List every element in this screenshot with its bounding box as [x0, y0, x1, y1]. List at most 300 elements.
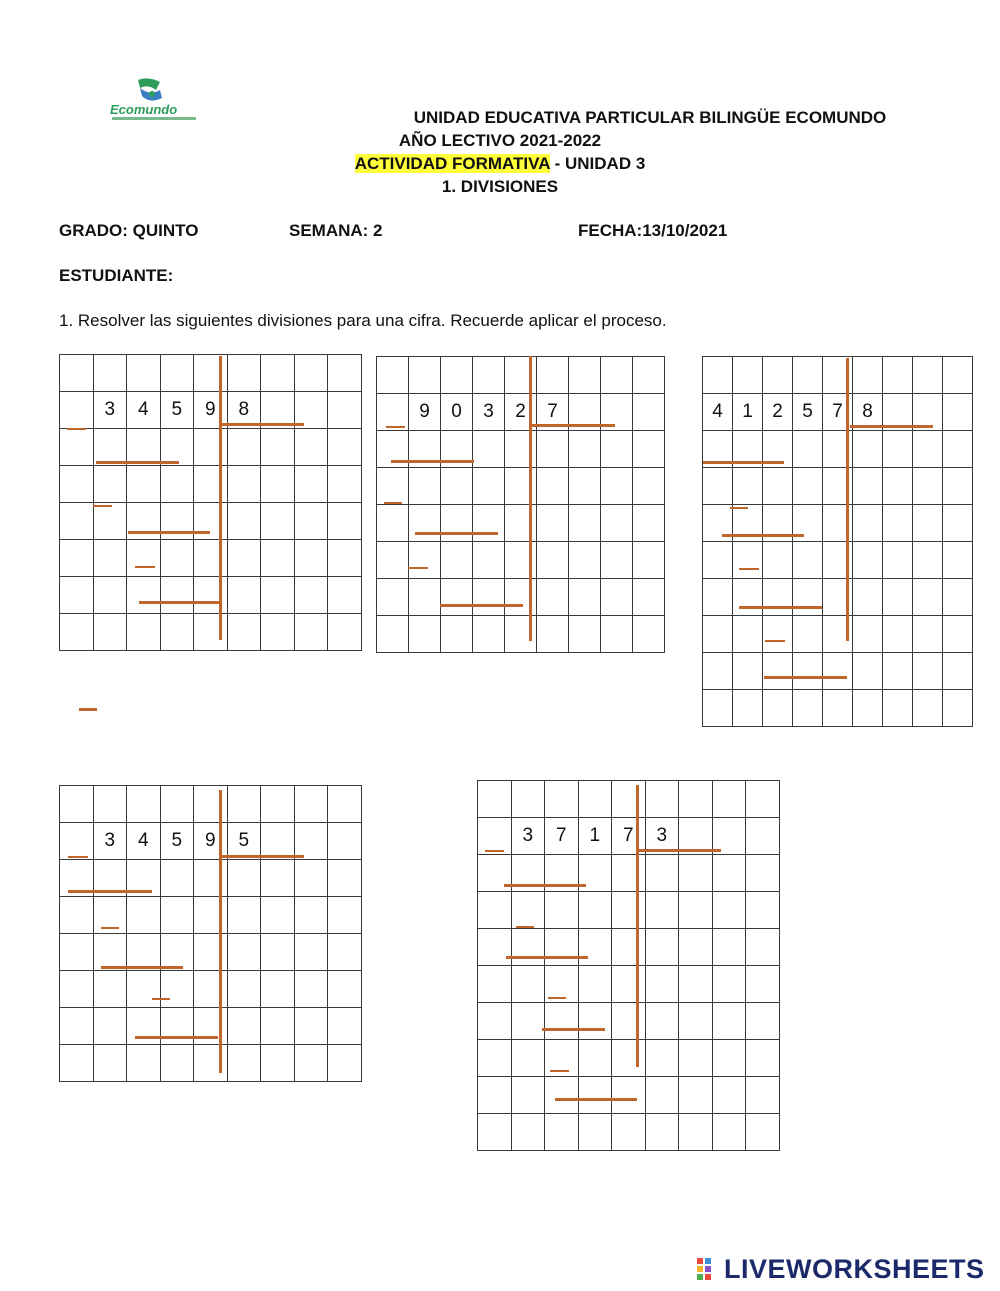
answer-cell[interactable] [261, 540, 295, 577]
answer-cell[interactable] [913, 616, 943, 653]
answer-cell[interactable] [127, 355, 161, 392]
answer-cell[interactable] [633, 579, 665, 616]
answer-cell[interactable] [328, 392, 362, 429]
answer-cell[interactable] [294, 577, 328, 614]
answer-cell[interactable] [511, 1114, 545, 1151]
answer-cell[interactable] [679, 929, 713, 966]
answer-cell[interactable] [883, 616, 913, 653]
answer-cell[interactable] [612, 892, 646, 929]
answer-cell[interactable] [93, 466, 127, 503]
digit-cell[interactable]: 7 [537, 394, 569, 431]
answer-cell[interactable] [733, 579, 763, 616]
answer-cell[interactable] [261, 429, 295, 466]
answer-cell[interactable] [763, 468, 793, 505]
answer-cell[interactable] [60, 1045, 94, 1082]
answer-cell[interactable] [679, 855, 713, 892]
answer-cell[interactable] [93, 934, 127, 971]
answer-cell[interactable] [913, 653, 943, 690]
answer-cell[interactable] [377, 468, 409, 505]
answer-cell[interactable] [227, 466, 261, 503]
answer-cell[interactable] [261, 1045, 295, 1082]
answer-cell[interactable] [793, 653, 823, 690]
answer-cell[interactable] [60, 786, 94, 823]
digit-cell[interactable]: 4 [127, 823, 161, 860]
answer-cell[interactable] [578, 1114, 612, 1151]
answer-cell[interactable] [478, 892, 512, 929]
answer-cell[interactable] [441, 468, 473, 505]
answer-cell[interactable] [645, 1077, 679, 1114]
answer-cell[interactable] [612, 1114, 646, 1151]
answer-cell[interactable] [127, 577, 161, 614]
answer-cell[interactable] [793, 431, 823, 468]
answer-cell[interactable] [127, 429, 161, 466]
answer-cell[interactable] [294, 466, 328, 503]
answer-cell[interactable] [93, 540, 127, 577]
answer-cell[interactable] [377, 394, 409, 431]
answer-cell[interactable] [473, 505, 505, 542]
answer-cell[interactable] [883, 505, 913, 542]
answer-cell[interactable] [633, 357, 665, 394]
answer-cell[interactable] [261, 934, 295, 971]
answer-cell[interactable] [943, 579, 973, 616]
answer-cell[interactable] [60, 392, 94, 429]
answer-cell[interactable] [578, 892, 612, 929]
answer-cell[interactable] [60, 577, 94, 614]
answer-cell[interactable] [545, 781, 579, 818]
division-grid-5[interactable] [477, 780, 780, 1151]
answer-cell[interactable] [793, 616, 823, 653]
answer-cell[interactable] [227, 860, 261, 897]
answer-cell[interactable] [733, 468, 763, 505]
answer-cell[interactable] [60, 823, 94, 860]
answer-cell[interactable] [746, 929, 780, 966]
answer-cell[interactable] [883, 357, 913, 394]
answer-cell[interactable] [746, 1077, 780, 1114]
answer-cell[interactable] [633, 616, 665, 653]
answer-cell[interactable] [227, 614, 261, 651]
answer-cell[interactable] [294, 1008, 328, 1045]
answer-cell[interactable] [578, 966, 612, 1003]
answer-cell[interactable] [93, 786, 127, 823]
answer-cell[interactable] [537, 616, 569, 653]
answer-cell[interactable] [601, 357, 633, 394]
answer-cell[interactable] [763, 542, 793, 579]
answer-cell[interactable] [473, 468, 505, 505]
answer-cell[interactable] [377, 616, 409, 653]
answer-cell[interactable] [601, 542, 633, 579]
answer-cell[interactable] [294, 971, 328, 1008]
digit-cell[interactable]: 5 [227, 823, 261, 860]
answer-cell[interactable] [679, 966, 713, 1003]
answer-cell[interactable] [703, 579, 733, 616]
answer-cell[interactable] [537, 505, 569, 542]
answer-cell[interactable] [569, 616, 601, 653]
answer-cell[interactable] [294, 897, 328, 934]
answer-cell[interactable] [733, 542, 763, 579]
answer-cell[interactable] [160, 429, 194, 466]
answer-cell[interactable] [377, 579, 409, 616]
answer-cell[interactable] [943, 394, 973, 431]
digit-cell[interactable]: 9 [194, 392, 228, 429]
answer-cell[interactable] [441, 357, 473, 394]
answer-cell[interactable] [93, 614, 127, 651]
answer-cell[interactable] [679, 1114, 713, 1151]
answer-cell[interactable] [633, 542, 665, 579]
answer-cell[interactable] [883, 468, 913, 505]
answer-cell[interactable] [883, 653, 913, 690]
answer-cell[interactable] [328, 786, 362, 823]
answer-cell[interactable] [478, 818, 512, 855]
answer-cell[interactable] [612, 1003, 646, 1040]
answer-cell[interactable] [823, 653, 853, 690]
answer-cell[interactable] [478, 929, 512, 966]
answer-cell[interactable] [746, 781, 780, 818]
answer-cell[interactable] [160, 614, 194, 651]
answer-cell[interactable] [746, 966, 780, 1003]
answer-cell[interactable] [545, 929, 579, 966]
answer-cell[interactable] [569, 579, 601, 616]
answer-cell[interactable] [601, 431, 633, 468]
answer-cell[interactable] [537, 468, 569, 505]
answer-cell[interactable] [478, 1114, 512, 1151]
answer-cell[interactable] [261, 577, 295, 614]
answer-cell[interactable] [93, 1045, 127, 1082]
answer-cell[interactable] [93, 577, 127, 614]
answer-cell[interactable] [93, 1008, 127, 1045]
answer-cell[interactable] [227, 577, 261, 614]
answer-cell[interactable] [913, 431, 943, 468]
answer-cell[interactable] [261, 971, 295, 1008]
answer-cell[interactable] [328, 971, 362, 1008]
answer-cell[interactable] [328, 614, 362, 651]
answer-cell[interactable] [545, 1077, 579, 1114]
answer-cell[interactable] [645, 855, 679, 892]
answer-cell[interactable] [473, 357, 505, 394]
answer-cell[interactable] [328, 503, 362, 540]
answer-cell[interactable] [227, 540, 261, 577]
answer-cell[interactable] [441, 542, 473, 579]
answer-cell[interactable] [612, 1040, 646, 1077]
answer-cell[interactable] [746, 855, 780, 892]
answer-cell[interactable] [511, 892, 545, 929]
answer-cell[interactable] [160, 971, 194, 1008]
answer-cell[interactable] [746, 818, 780, 855]
answer-cell[interactable] [261, 503, 295, 540]
answer-cell[interactable] [712, 781, 746, 818]
answer-cell[interactable] [578, 1077, 612, 1114]
answer-cell[interactable] [679, 1040, 713, 1077]
answer-cell[interactable] [763, 653, 793, 690]
digit-cell[interactable]: 3 [645, 818, 679, 855]
answer-cell[interactable] [93, 503, 127, 540]
answer-cell[interactable] [261, 897, 295, 934]
answer-cell[interactable] [645, 966, 679, 1003]
answer-cell[interactable] [127, 1045, 161, 1082]
answer-cell[interactable] [409, 357, 441, 394]
answer-cell[interactable] [943, 431, 973, 468]
answer-cell[interactable] [913, 690, 943, 727]
answer-cell[interactable] [943, 690, 973, 727]
answer-cell[interactable] [511, 929, 545, 966]
answer-cell[interactable] [328, 934, 362, 971]
answer-cell[interactable] [60, 540, 94, 577]
answer-cell[interactable] [578, 1040, 612, 1077]
answer-cell[interactable] [294, 355, 328, 392]
answer-cell[interactable] [601, 579, 633, 616]
answer-cell[interactable] [160, 860, 194, 897]
answer-cell[interactable] [733, 616, 763, 653]
answer-cell[interactable] [612, 855, 646, 892]
answer-cell[interactable] [409, 616, 441, 653]
answer-cell[interactable] [328, 1045, 362, 1082]
answer-cell[interactable] [261, 1008, 295, 1045]
answer-cell[interactable] [913, 542, 943, 579]
answer-cell[interactable] [913, 468, 943, 505]
answer-cell[interactable] [612, 1077, 646, 1114]
digit-cell[interactable]: 3 [93, 392, 127, 429]
answer-cell[interactable] [478, 1077, 512, 1114]
answer-cell[interactable] [478, 781, 512, 818]
digit-cell[interactable]: 5 [793, 394, 823, 431]
answer-cell[interactable] [569, 357, 601, 394]
answer-cell[interactable] [537, 431, 569, 468]
answer-cell[interactable] [377, 357, 409, 394]
answer-cell[interactable] [633, 468, 665, 505]
answer-cell[interactable] [93, 429, 127, 466]
digit-cell[interactable]: 1 [733, 394, 763, 431]
answer-cell[interactable] [645, 1040, 679, 1077]
answer-cell[interactable] [261, 786, 295, 823]
answer-cell[interactable] [712, 1077, 746, 1114]
answer-cell[interactable] [853, 690, 883, 727]
answer-cell[interactable] [733, 653, 763, 690]
answer-cell[interactable] [160, 1045, 194, 1082]
answer-cell[interactable] [703, 468, 733, 505]
answer-cell[interactable] [377, 505, 409, 542]
answer-cell[interactable] [60, 355, 94, 392]
digit-cell[interactable]: 3 [473, 394, 505, 431]
answer-cell[interactable] [746, 892, 780, 929]
digit-cell[interactable]: 4 [703, 394, 733, 431]
answer-cell[interactable] [60, 897, 94, 934]
answer-cell[interactable] [712, 966, 746, 1003]
answer-cell[interactable] [294, 934, 328, 971]
answer-cell[interactable] [763, 579, 793, 616]
answer-cell[interactable] [511, 1003, 545, 1040]
answer-cell[interactable] [409, 542, 441, 579]
answer-cell[interactable] [645, 781, 679, 818]
answer-cell[interactable] [853, 431, 883, 468]
answer-cell[interactable] [601, 468, 633, 505]
answer-cell[interactable] [853, 357, 883, 394]
answer-cell[interactable] [578, 1003, 612, 1040]
answer-cell[interactable] [883, 579, 913, 616]
answer-cell[interactable] [612, 929, 646, 966]
digit-cell[interactable]: 5 [160, 392, 194, 429]
answer-cell[interactable] [160, 577, 194, 614]
answer-cell[interactable] [328, 860, 362, 897]
answer-cell[interactable] [578, 929, 612, 966]
answer-cell[interactable] [545, 1114, 579, 1151]
answer-cell[interactable] [127, 614, 161, 651]
answer-cell[interactable] [328, 355, 362, 392]
answer-cell[interactable] [612, 781, 646, 818]
answer-cell[interactable] [793, 542, 823, 579]
answer-cell[interactable] [537, 357, 569, 394]
answer-cell[interactable] [712, 929, 746, 966]
answer-cell[interactable] [294, 823, 328, 860]
answer-cell[interactable] [883, 690, 913, 727]
answer-cell[interactable] [883, 431, 913, 468]
answer-cell[interactable] [261, 860, 295, 897]
answer-cell[interactable] [294, 786, 328, 823]
answer-cell[interactable] [703, 653, 733, 690]
digit-cell[interactable]: 8 [853, 394, 883, 431]
digit-cell[interactable]: 3 [93, 823, 127, 860]
answer-cell[interactable] [679, 892, 713, 929]
answer-cell[interactable] [478, 1003, 512, 1040]
answer-cell[interactable] [441, 579, 473, 616]
division-grid-3[interactable] [702, 356, 973, 727]
answer-cell[interactable] [473, 616, 505, 653]
answer-cell[interactable] [127, 971, 161, 1008]
digit-cell[interactable]: 9 [409, 394, 441, 431]
answer-cell[interactable] [645, 892, 679, 929]
answer-cell[interactable] [746, 1114, 780, 1151]
answer-cell[interactable] [328, 429, 362, 466]
answer-cell[interactable] [633, 505, 665, 542]
answer-cell[interactable] [883, 542, 913, 579]
answer-cell[interactable] [441, 505, 473, 542]
answer-cell[interactable] [578, 781, 612, 818]
answer-cell[interactable] [746, 1003, 780, 1040]
answer-cell[interactable] [127, 786, 161, 823]
answer-cell[interactable] [160, 786, 194, 823]
answer-cell[interactable] [612, 966, 646, 1003]
answer-cell[interactable] [127, 934, 161, 971]
answer-cell[interactable] [160, 355, 194, 392]
answer-cell[interactable] [537, 542, 569, 579]
answer-cell[interactable] [409, 579, 441, 616]
answer-cell[interactable] [633, 394, 665, 431]
answer-cell[interactable] [679, 781, 713, 818]
answer-cell[interactable] [511, 1077, 545, 1114]
answer-cell[interactable] [763, 357, 793, 394]
answer-cell[interactable] [328, 823, 362, 860]
answer-cell[interactable] [645, 1003, 679, 1040]
answer-cell[interactable] [601, 505, 633, 542]
answer-cell[interactable] [913, 579, 943, 616]
answer-cell[interactable] [733, 690, 763, 727]
answer-cell[interactable] [823, 690, 853, 727]
answer-cell[interactable] [712, 892, 746, 929]
answer-cell[interactable] [712, 1114, 746, 1151]
answer-cell[interactable] [127, 540, 161, 577]
answer-cell[interactable] [633, 431, 665, 468]
answer-cell[interactable] [227, 1008, 261, 1045]
answer-cell[interactable] [712, 1040, 746, 1077]
answer-cell[interactable] [853, 468, 883, 505]
answer-cell[interactable] [703, 542, 733, 579]
answer-cell[interactable] [328, 540, 362, 577]
answer-cell[interactable] [93, 355, 127, 392]
answer-cell[interactable] [60, 971, 94, 1008]
answer-cell[interactable] [793, 357, 823, 394]
answer-cell[interactable] [853, 505, 883, 542]
answer-cell[interactable] [441, 616, 473, 653]
answer-cell[interactable] [294, 503, 328, 540]
answer-cell[interactable] [733, 357, 763, 394]
answer-cell[interactable] [473, 579, 505, 616]
answer-cell[interactable] [679, 1077, 713, 1114]
digit-cell[interactable]: 3 [511, 818, 545, 855]
answer-cell[interactable] [943, 542, 973, 579]
answer-cell[interactable] [328, 897, 362, 934]
digit-cell[interactable]: 7 [823, 394, 853, 431]
answer-cell[interactable] [478, 966, 512, 1003]
digit-cell[interactable]: 7 [612, 818, 646, 855]
answer-cell[interactable] [793, 579, 823, 616]
answer-cell[interactable] [913, 505, 943, 542]
answer-cell[interactable] [943, 357, 973, 394]
answer-cell[interactable] [377, 542, 409, 579]
division-grid-1[interactable] [59, 354, 362, 651]
answer-cell[interactable] [227, 786, 261, 823]
answer-cell[interactable] [601, 616, 633, 653]
answer-cell[interactable] [227, 971, 261, 1008]
answer-cell[interactable] [294, 540, 328, 577]
answer-cell[interactable] [853, 542, 883, 579]
answer-cell[interactable] [294, 429, 328, 466]
answer-cell[interactable] [943, 653, 973, 690]
answer-cell[interactable] [473, 542, 505, 579]
answer-cell[interactable] [569, 542, 601, 579]
answer-cell[interactable] [60, 1008, 94, 1045]
answer-cell[interactable] [261, 614, 295, 651]
answer-cell[interactable] [473, 431, 505, 468]
answer-cell[interactable] [60, 466, 94, 503]
answer-cell[interactable] [160, 540, 194, 577]
answer-cell[interactable] [545, 892, 579, 929]
answer-cell[interactable] [160, 934, 194, 971]
answer-cell[interactable] [712, 1003, 746, 1040]
digit-cell[interactable]: 4 [127, 392, 161, 429]
answer-cell[interactable] [763, 690, 793, 727]
answer-cell[interactable] [853, 653, 883, 690]
answer-cell[interactable] [294, 1045, 328, 1082]
answer-cell[interactable] [328, 466, 362, 503]
answer-cell[interactable] [261, 355, 295, 392]
answer-cell[interactable] [679, 1003, 713, 1040]
answer-cell[interactable] [160, 466, 194, 503]
answer-cell[interactable] [227, 1045, 261, 1082]
answer-cell[interactable] [60, 614, 94, 651]
answer-cell[interactable] [746, 1040, 780, 1077]
answer-cell[interactable] [93, 971, 127, 1008]
answer-cell[interactable] [703, 690, 733, 727]
answer-cell[interactable] [913, 357, 943, 394]
answer-cell[interactable] [261, 823, 295, 860]
answer-cell[interactable] [409, 505, 441, 542]
answer-cell[interactable] [478, 1040, 512, 1077]
answer-cell[interactable] [763, 616, 793, 653]
digit-cell[interactable]: 1 [578, 818, 612, 855]
digit-cell[interactable]: 2 [763, 394, 793, 431]
answer-cell[interactable] [537, 579, 569, 616]
answer-cell[interactable] [511, 966, 545, 1003]
answer-cell[interactable] [227, 355, 261, 392]
digit-cell[interactable]: 5 [160, 823, 194, 860]
